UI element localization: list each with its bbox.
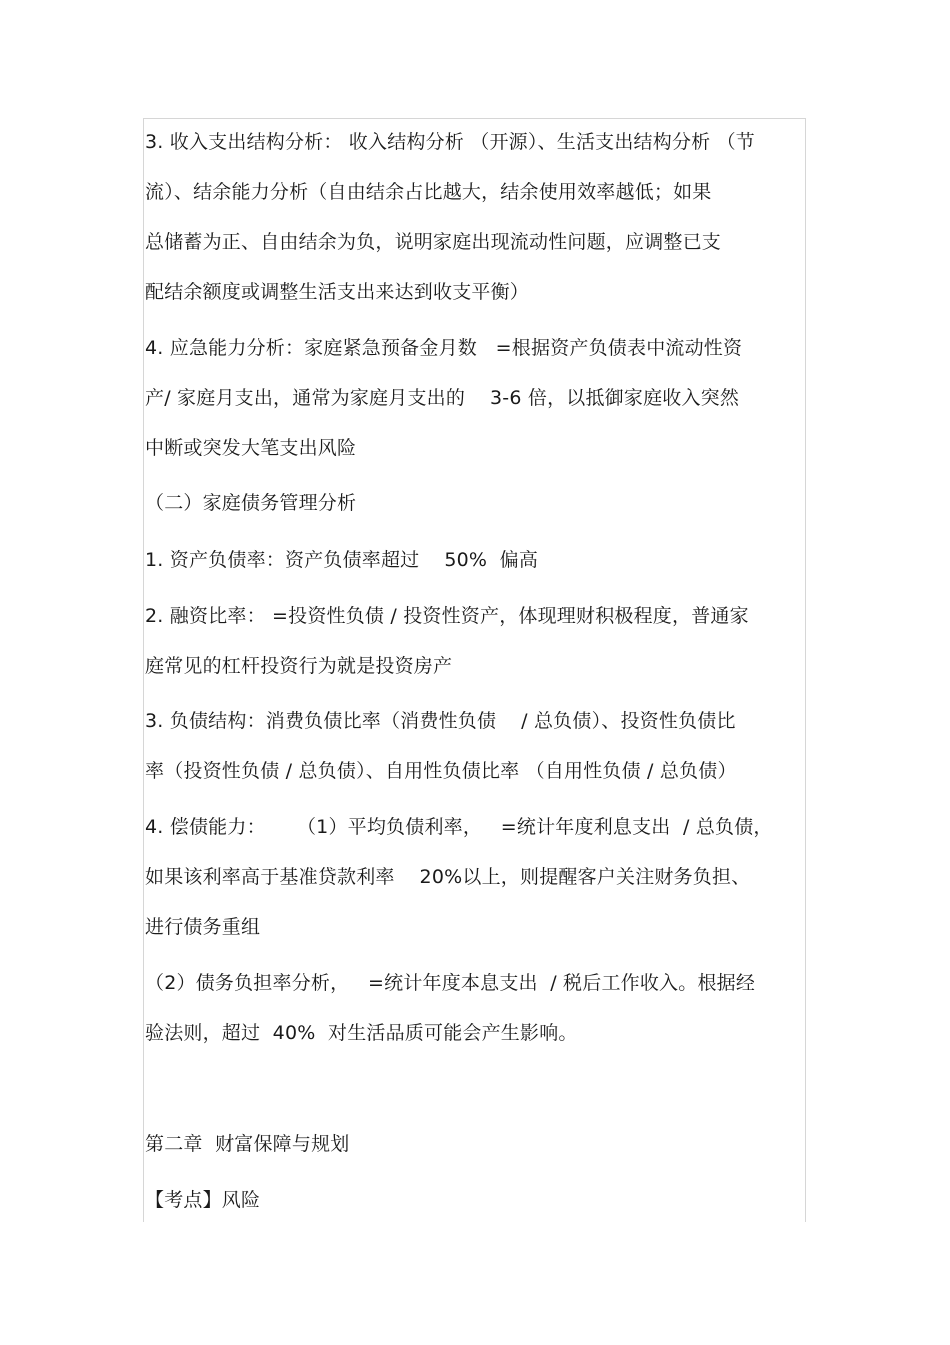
- text-line: （2）债务负担率分析， =统计年度本息支出 / 税后工作收入。根据经: [145, 972, 756, 994]
- text-line: 配结余额度或调整生活支出来达到收支平衡）: [145, 281, 530, 303]
- text-line: 中断或突发大笔支出风险: [145, 437, 357, 459]
- text-line: 总储蓄为正、自由结余为负，说明家庭出现流动性问题，应调整已支: [145, 231, 722, 253]
- text-line: 率（投资性负债 / 总负债）、自用性负债比率 （自用性负债 / 总负债）: [145, 760, 737, 782]
- text-line: 4. 偿债能力： （1）平均负债利率， =统计年度利息支出 / 总负债，: [145, 816, 773, 838]
- text-line: 进行债务重组: [145, 916, 261, 938]
- text-line: 2. 融资比率： =投资性负债 / 投资性资产，体现理财积极程度，普通家: [145, 605, 749, 627]
- text-line: 3. 负债结构：消费负债比率（消费性负债 / 总负债）、投资性负债比: [145, 710, 736, 732]
- text-line: 产/ 家庭月支出，通常为家庭月支出的 3-6 倍，以抵御家庭收入突然: [145, 387, 740, 409]
- text-line: 流）、结余能力分析（自由结余占比越大，结余使用效率越低；如果: [145, 181, 712, 203]
- text-line: 1. 资产负债率：资产负债率超过 50% 偏高: [145, 549, 539, 571]
- section-heading: （二）家庭债务管理分析: [145, 492, 357, 514]
- text-line: 庭常见的杠杆投资行为就是投资房产: [145, 655, 453, 677]
- chapter-heading: 第二章 财富保障与规划: [145, 1133, 350, 1155]
- text-line: 验法则，超过 40% 对生活品质可能会产生影响。: [145, 1022, 578, 1044]
- text-line: 如果该利率高于基准贷款利率 20%以上，则提醒客户关注财务负担、: [145, 866, 751, 888]
- text-line: 3. 收入支出结构分析： 收入结构分析 （开源）、生活支出结构分析 （节: [145, 131, 755, 153]
- text-line: 4. 应急能力分析：家庭紧急预备金月数 =根据资产负债表中流动性资: [145, 337, 743, 359]
- topic-heading: 【考点】风险: [145, 1189, 261, 1211]
